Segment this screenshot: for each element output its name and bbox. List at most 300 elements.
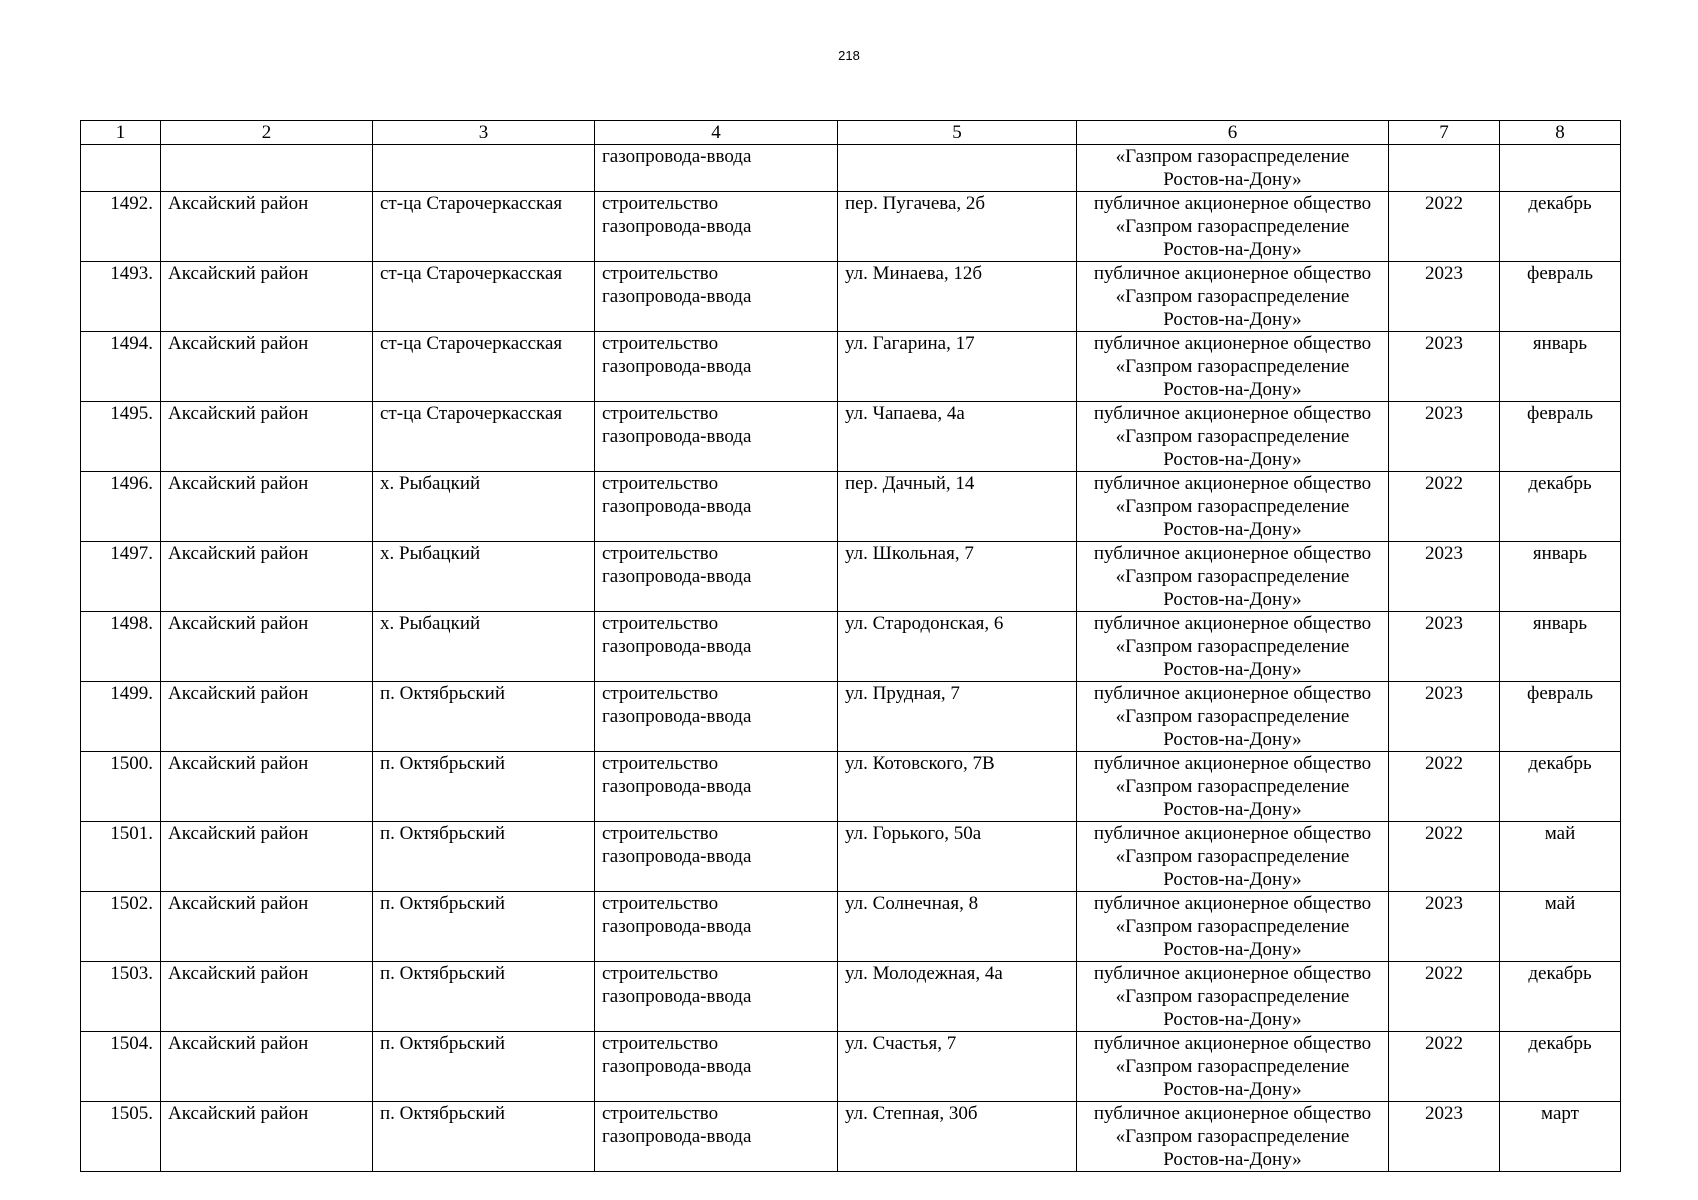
cell-line: Ростов-на-Дону» [1163,1149,1302,1170]
cell-line: Аксайский район [168,823,309,844]
cell-line: «Газпром газораспределение [1115,356,1350,377]
cell-line: «Газпром газораспределение [1115,986,1350,1007]
cell-line: Аксайский район [168,403,309,424]
cell-line: п. Октябрьский [380,683,505,704]
cell-organization [1077,892,1389,962]
cell-number [81,145,161,192]
cell-district [161,472,373,542]
cell-line: х. Рыбацкий [380,613,481,634]
cell-line: ул. Солнечная, 8 [845,893,979,914]
table-row [81,1102,1621,1172]
cell-address [838,145,1077,192]
cell-month [1500,682,1621,752]
cell-number [81,822,161,892]
cell-settlement [373,402,595,472]
cell-line: «Газпром газораспределение [1115,566,1350,587]
cell-settlement [373,262,595,332]
cell-line: «Газпром газораспределение [1115,426,1350,447]
cell-line: публичное акционерное общество [1093,193,1372,214]
cell-line: ул. Молодежная, 4а [845,963,1003,984]
cell-district [161,682,373,752]
cell-number [81,542,161,612]
cell-line: публичное акционерное общество [1093,613,1372,634]
cell-work-type [595,262,838,332]
cell-line: публичное акционерное общество [1093,683,1372,704]
cell-line: 2023 [1425,333,1463,354]
cell-district [161,892,373,962]
cell-year [1389,612,1500,682]
cell-line: декабрь [1528,1033,1592,1054]
cell-organization [1077,542,1389,612]
cell-line: декабрь [1528,473,1592,494]
cell-year [1389,262,1500,332]
cell-line: Аксайский район [168,193,309,214]
column-header: 7 [1389,121,1500,145]
cell-number [81,1102,161,1172]
cell-district [161,145,373,192]
cell-year [1389,962,1500,1032]
cell-line: февраль [1527,683,1593,704]
cell-line: Аксайский район [168,543,309,564]
cell-line: строительство [602,193,719,214]
cell-line: Аксайский район [168,613,309,634]
cell-line: 1494. [110,333,153,354]
cell-year [1389,1102,1500,1172]
cell-address [838,192,1077,262]
cell-line: 2022 [1425,1033,1463,1054]
cell-line: «Газпром газораспределение [1115,846,1350,867]
cell-line: Ростов-на-Дону» [1163,449,1302,470]
cell-work-type [595,752,838,822]
column-header: 5 [838,121,1077,145]
cell-line: 2022 [1425,753,1463,774]
continuation-row [81,145,1621,192]
cell-settlement [373,892,595,962]
cell-line: строительство [602,683,719,704]
cell-line: Ростов-на-Дону» [1163,309,1302,330]
cell-line: февраль [1527,403,1593,424]
cell-line: «Газпром газораспределение [1115,706,1350,727]
cell-settlement [373,752,595,822]
cell-settlement [373,542,595,612]
cell-line: пер. Дачный, 14 [845,473,975,494]
cell-line: публичное акционерное общество [1093,893,1372,914]
table-row [81,612,1621,682]
gas-pipeline-registry-table [80,120,1621,1172]
cell-line: публичное акционерное общество [1093,473,1372,494]
cell-line: публичное акционерное общество [1093,263,1372,284]
cell-line: 1495. [110,403,153,424]
cell-month [1500,612,1621,682]
cell-line: ул. Счастья, 7 [845,1033,957,1054]
cell-number [81,752,161,822]
cell-line: декабрь [1528,963,1592,984]
cell-line: «Газпром газораспределение [1115,496,1350,517]
cell-line: февраль [1527,263,1593,284]
cell-settlement [373,822,595,892]
cell-line: 2022 [1425,823,1463,844]
cell-organization [1077,402,1389,472]
cell-year [1389,682,1500,752]
cell-year [1389,402,1500,472]
cell-line: «Газпром газораспределение [1115,1126,1350,1147]
cell-address [838,472,1077,542]
cell-work-type [595,822,838,892]
cell-year [1389,1032,1500,1102]
cell-line: газопровода-ввода [602,286,752,307]
cell-line: Аксайский район [168,753,309,774]
cell-line: ул. Котовского, 7В [845,753,995,774]
cell-line: 2023 [1425,403,1463,424]
cell-line: Ростов-на-Дону» [1163,869,1302,890]
cell-line: Ростов-на-Дону» [1163,659,1302,680]
cell-line: ул. Школьная, 7 [845,543,974,564]
cell-line: Ростов-на-Дону» [1163,239,1302,260]
cell-number [81,402,161,472]
cell-line: строительство [602,543,719,564]
cell-line: Ростов-на-Дону» [1163,729,1302,750]
cell-work-type [595,542,838,612]
cell-line: «Газпром газораспределение [1115,146,1350,167]
cell-settlement [373,1032,595,1102]
cell-line: строительство [602,753,719,774]
cell-line: газопровода-ввода [602,916,752,937]
cell-line: х. Рыбацкий [380,473,481,494]
cell-line: Ростов-на-Дону» [1163,1079,1302,1100]
cell-line: 2023 [1425,613,1463,634]
cell-line: Ростов-на-Дону» [1163,379,1302,400]
cell-year [1389,332,1500,402]
cell-settlement [373,962,595,1032]
cell-line: Ростов-на-Дону» [1163,1009,1302,1030]
cell-line: «Газпром газораспределение [1115,1056,1350,1077]
cell-line: 1503. [110,963,153,984]
cell-address [838,962,1077,1032]
cell-line: строительство [602,823,719,844]
cell-line: Ростов-на-Дону» [1163,939,1302,960]
cell-line: публичное акционерное общество [1093,403,1372,424]
cell-address [838,542,1077,612]
cell-year [1389,472,1500,542]
cell-line: п. Октябрьский [380,1033,505,1054]
cell-line: Аксайский район [168,1033,309,1054]
cell-work-type [595,682,838,752]
cell-address [838,332,1077,402]
cell-number [81,192,161,262]
table-row [81,332,1621,402]
cell-line: газопровода-ввода [602,1056,752,1077]
cell-line: строительство [602,333,719,354]
cell-line: ул. Чапаева, 4а [845,403,965,424]
cell-line: строительство [602,963,719,984]
cell-line: Ростов-на-Дону» [1163,799,1302,820]
cell-line: ул. Степная, 30б [845,1103,978,1124]
cell-number [81,332,161,402]
cell-line: п. Октябрьский [380,823,505,844]
cell-line: п. Октябрьский [380,753,505,774]
cell-line: Аксайский район [168,1103,309,1124]
cell-district [161,402,373,472]
cell-month [1500,1102,1621,1172]
cell-year [1389,892,1500,962]
cell-line: 2022 [1425,193,1463,214]
column-header: 6 [1077,121,1389,145]
cell-line: газопровода-ввода [602,986,752,1007]
cell-address [838,1102,1077,1172]
cell-district [161,962,373,1032]
cell-line: ст-ца Старочеркасская [380,193,563,214]
cell-line: Аксайский район [168,263,309,284]
cell-settlement [373,472,595,542]
cell-number [81,892,161,962]
cell-line: 1502. [110,893,153,914]
cell-line: газопровода-ввода [602,496,752,517]
cell-number [81,262,161,332]
cell-district [161,1102,373,1172]
cell-line: ул. Горького, 50а [845,823,982,844]
cell-line: 1498. [110,613,153,634]
cell-line: Аксайский район [168,333,309,354]
cell-address [838,262,1077,332]
cell-line: публичное акционерное общество [1093,1033,1372,1054]
cell-line: 1505. [110,1103,153,1124]
table-row [81,822,1621,892]
cell-line: 1500. [110,753,153,774]
cell-organization [1077,145,1389,192]
cell-address [838,682,1077,752]
column-header: 3 [373,121,595,145]
cell-line: март [1541,1103,1579,1124]
cell-organization [1077,1032,1389,1102]
cell-work-type [595,1032,838,1102]
cell-line: 1499. [110,683,153,704]
cell-year [1389,542,1500,612]
cell-line: ул. Стародонская, 6 [845,613,1004,634]
table-row [81,542,1621,612]
cell-line: Аксайский район [168,963,309,984]
cell-line: декабрь [1528,193,1592,214]
cell-settlement [373,332,595,402]
cell-organization [1077,962,1389,1032]
cell-line: 1492. [110,193,153,214]
cell-month [1500,1032,1621,1102]
cell-address [838,892,1077,962]
cell-settlement [373,1102,595,1172]
column-number-row [81,121,1621,145]
cell-organization [1077,612,1389,682]
cell-work-type [595,192,838,262]
cell-district [161,262,373,332]
cell-line: п. Октябрьский [380,1103,505,1124]
cell-month [1500,542,1621,612]
cell-district [161,192,373,262]
cell-line: 2023 [1425,683,1463,704]
cell-month [1500,402,1621,472]
cell-line: 2023 [1425,893,1463,914]
cell-line: п. Октябрьский [380,893,505,914]
cell-line: 2022 [1425,963,1463,984]
cell-month [1500,472,1621,542]
cell-organization [1077,752,1389,822]
cell-work-type [595,402,838,472]
cell-line: 2023 [1425,543,1463,564]
cell-line: январь [1532,613,1588,634]
table-row [81,192,1621,262]
cell-line: публичное акционерное общество [1093,753,1372,774]
cell-line: Ростов-на-Дону» [1163,519,1302,540]
cell-organization [1077,682,1389,752]
cell-address [838,612,1077,682]
cell-line: газопровода-ввода [602,1126,752,1147]
cell-line: декабрь [1528,753,1592,774]
cell-work-type [595,145,838,192]
cell-district [161,612,373,682]
cell-number [81,612,161,682]
cell-number [81,472,161,542]
cell-month [1500,192,1621,262]
cell-line: май [1544,823,1576,844]
column-header: 1 [81,121,161,145]
cell-year [1389,145,1500,192]
cell-line: строительство [602,613,719,634]
cell-year [1389,192,1500,262]
cell-district [161,752,373,822]
cell-line: ст-ца Старочеркасская [380,333,563,354]
table-row [81,962,1621,1032]
cell-line: январь [1532,333,1588,354]
cell-organization [1077,192,1389,262]
cell-work-type [595,892,838,962]
table-row [81,402,1621,472]
cell-address [838,1032,1077,1102]
cell-line: 1504. [110,1033,153,1054]
cell-month [1500,332,1621,402]
table-row [81,472,1621,542]
cell-line: строительство [602,1103,719,1124]
cell-address [838,752,1077,822]
cell-line: «Газпром газораспределение [1115,636,1350,657]
cell-work-type [595,962,838,1032]
cell-settlement [373,612,595,682]
cell-line: газопровода-ввода [602,566,752,587]
cell-address [838,822,1077,892]
cell-settlement [373,682,595,752]
cell-line: газопровода-ввода [602,216,752,237]
cell-settlement [373,192,595,262]
cell-line: строительство [602,893,719,914]
cell-line: Ростов-на-Дону» [1163,589,1302,610]
cell-month [1500,822,1621,892]
cell-organization [1077,822,1389,892]
cell-line: строительство [602,473,719,494]
cell-line: газопровода-ввода [602,706,752,727]
cell-line: газопровода-ввода [602,426,752,447]
cell-line: Ростов-на-Дону» [1163,169,1302,190]
table-row [81,1032,1621,1102]
cell-line: «Газпром газораспределение [1115,286,1350,307]
cell-line: «Газпром газораспределение [1115,916,1350,937]
column-header: 2 [161,121,373,145]
cell-month [1500,752,1621,822]
cell-district [161,1032,373,1102]
cell-line: ст-ца Старочеркасская [380,263,563,284]
page-number: 218 [838,48,860,63]
table-row [81,262,1621,332]
cell-line: 2022 [1425,473,1463,494]
cell-number [81,962,161,1032]
cell-line: ул. Гагарина, 17 [845,333,975,354]
cell-line: публичное акционерное общество [1093,963,1372,984]
cell-month [1500,145,1621,192]
cell-line: 1493. [110,263,153,284]
cell-line: газопровода-ввода [602,776,752,797]
cell-line: строительство [602,263,719,284]
column-header: 8 [1500,121,1621,145]
cell-line: 2023 [1425,263,1463,284]
cell-work-type [595,472,838,542]
cell-line: Аксайский район [168,683,309,704]
cell-line: строительство [602,1033,719,1054]
cell-line: п. Октябрьский [380,963,505,984]
cell-line: публичное акционерное общество [1093,333,1372,354]
cell-organization [1077,332,1389,402]
cell-line: ул. Прудная, 7 [845,683,960,704]
cell-line: «Газпром газораспределение [1115,776,1350,797]
cell-year [1389,822,1500,892]
cell-line: газопровода-ввода [602,636,752,657]
cell-settlement [373,145,595,192]
cell-address [838,402,1077,472]
cell-number [81,1032,161,1102]
cell-line: ул. Минаева, 12б [845,263,983,284]
cell-organization [1077,472,1389,542]
cell-line: х. Рыбацкий [380,543,481,564]
cell-work-type [595,612,838,682]
cell-month [1500,262,1621,332]
cell-district [161,332,373,402]
cell-line: ст-ца Старочеркасская [380,403,563,424]
cell-line: публичное акционерное общество [1093,823,1372,844]
cell-line: публичное акционерное общество [1093,1103,1372,1124]
cell-line: май [1544,893,1576,914]
cell-line: публичное акционерное общество [1093,543,1372,564]
cell-line: январь [1532,543,1588,564]
cell-month [1500,962,1621,1032]
cell-organization [1077,1102,1389,1172]
cell-line: 1497. [110,543,153,564]
column-header: 4 [595,121,838,145]
table-row [81,682,1621,752]
cell-line: 2023 [1425,1103,1463,1124]
cell-line: Аксайский район [168,893,309,914]
cell-line: Аксайский район [168,473,309,494]
cell-work-type [595,1102,838,1172]
cell-line: пер. Пугачева, 2б [845,193,986,214]
cell-organization [1077,262,1389,332]
table-row [81,892,1621,962]
cell-line: газопровода-ввода [602,846,752,867]
cell-line: строительство [602,403,719,424]
cell-work-type [595,332,838,402]
cell-line: 1496. [110,473,153,494]
cell-line: газопровода-ввода [602,146,752,167]
cell-line: «Газпром газораспределение [1115,216,1350,237]
cell-line: газопровода-ввода [602,356,752,377]
cell-year [1389,752,1500,822]
cell-district [161,542,373,612]
cell-line: 1501. [110,823,153,844]
cell-number [81,682,161,752]
